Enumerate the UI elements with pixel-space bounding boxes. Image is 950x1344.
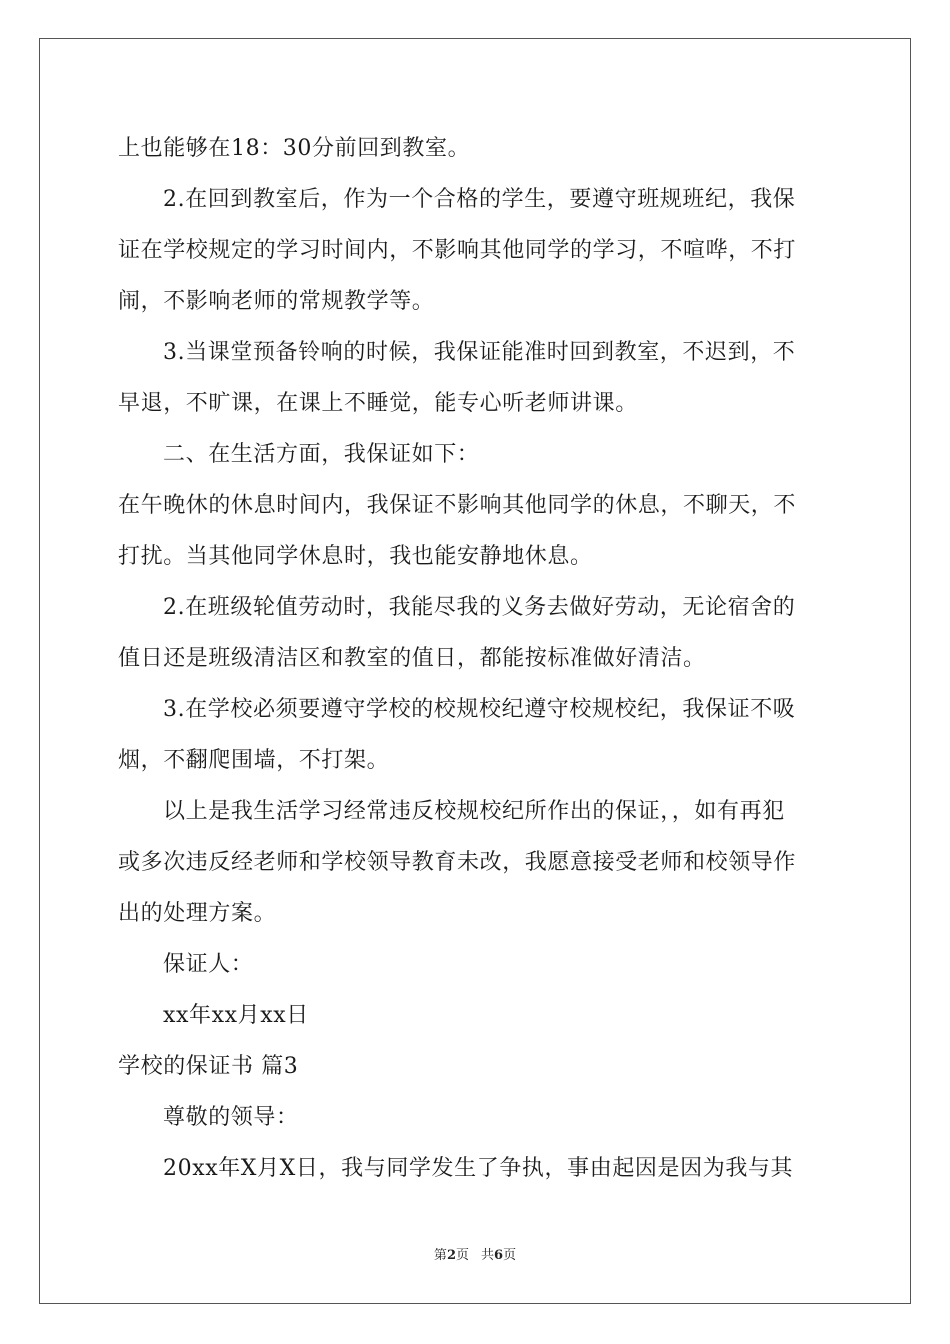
text-line: 闹，不影响老师的常规教学等。	[118, 289, 435, 314]
section-title: 学校的保证书 篇3	[118, 1054, 299, 1079]
text-line: 早退，不旷课，在课上不睡觉，能专心听老师讲课。	[118, 391, 638, 416]
salutation: 尊敬的领导：	[163, 1105, 299, 1130]
text-line: 2.在班级轮值劳动时，我能尽我的义务去做好劳动，无论宿舍的	[163, 595, 796, 620]
text-line: 以上是我生活学习经常违反校规校纪所作出的保证，，如有再犯	[163, 799, 785, 824]
footer-page-prefix: 第	[433, 1248, 447, 1263]
footer-page-current: 2	[446, 1248, 456, 1263]
text-line: 值日还是班级清洁区和教室的值日，都能按标准做好清洁。	[118, 646, 706, 671]
footer-page-suffix: 页	[455, 1248, 469, 1263]
document-body	[118, 127, 834, 1191]
text-line: 3.在学校必须要遵守学校的校规校纪遵守校规校纪，我保证不吸	[163, 697, 796, 722]
page-footer	[0, 1247, 950, 1265]
text-line: 烟，不翻爬围墙，不打架。	[118, 748, 390, 773]
text-line: 证在学校规定的学习时间内，不影响其他同学的学习，不喧哗，不打	[118, 238, 797, 263]
text-line: 打扰。当其他同学休息时，我也能安静地休息。	[118, 544, 593, 569]
text-line: 或多次违反经老师和学校领导教育未改，我愿意接受老师和校领导作	[118, 850, 797, 875]
text-line: 20xx年X月X日，我与同学发生了争执，事由起因是因为我与其	[163, 1156, 794, 1181]
footer-total-suffix: 页	[503, 1248, 517, 1263]
signature-label: 保证人：	[163, 952, 254, 977]
date-line: xx年xx月xx日	[163, 1003, 309, 1028]
text-line: 在午晚休的休息时间内，我保证不影响其他同学的休息，不聊天，不	[118, 493, 797, 518]
text-line: 出的处理方案。	[118, 901, 277, 926]
text-line: 上也能够在18：30分前回到教室。	[118, 136, 471, 161]
footer-page-total: 6	[494, 1248, 504, 1263]
footer-total-prefix: 共	[481, 1248, 495, 1263]
text-line: 3.当课堂预备铃响的时候，我保证能准时回到教室，不迟到，不	[163, 340, 796, 365]
text-line: 2.在回到教室后，作为一个合格的学生，要遵守班规班纪，我保	[163, 187, 796, 212]
section-heading: 二、在生活方面，我保证如下：	[163, 442, 480, 467]
